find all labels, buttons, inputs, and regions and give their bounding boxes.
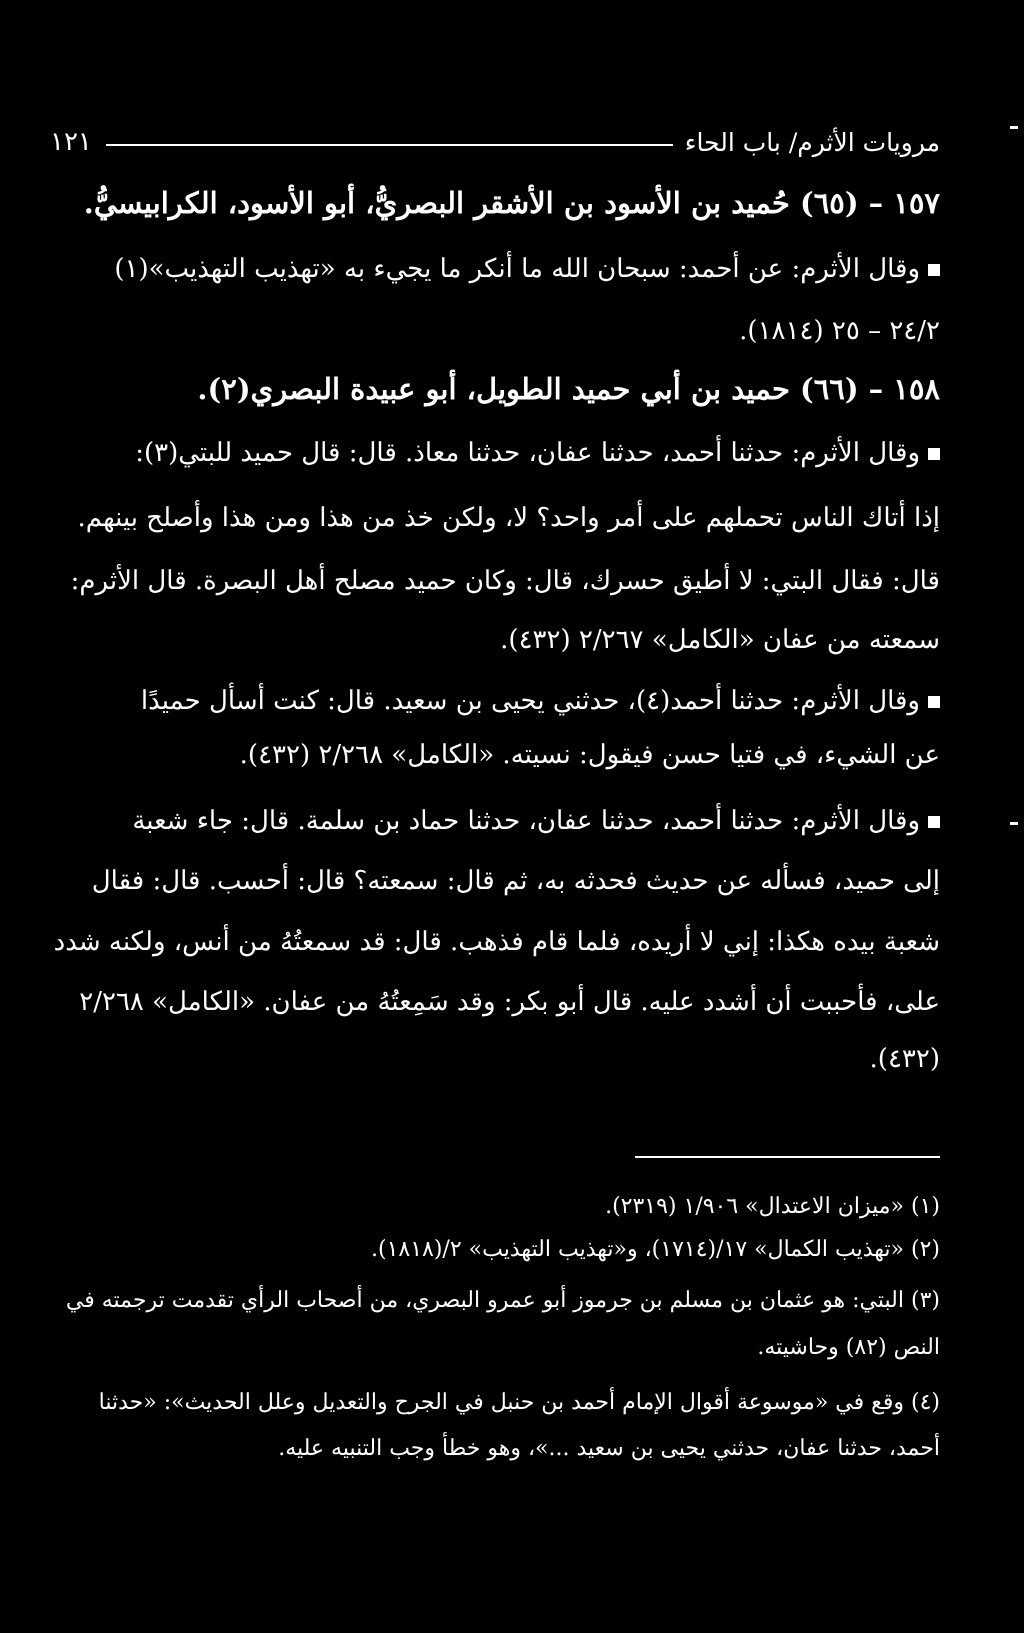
body-line: على، فأحببت أن أشدد عليه. قال أبو بكر: وقد سَمِعتُهُ من عفان. «الكامل» ٢/٢٦٨ (79, 987, 940, 1017)
footnote-rule (635, 1156, 940, 1158)
entry-heading-157: ١٥٧ – (٦٥) حُميد بن الأسود بن الأشقر البصريُّ، أبو الأسود، الكرابيسيُّ. (83, 186, 940, 220)
body-line-text: وقال الأثرم: عن أحمد: سبحان الله ما أنكر ما يجيء به «تهذيب التهذيب»(١) (114, 254, 920, 284)
body-line: إذا أتاك الناس تحملهم على أمر واحد؟ لا، ولكن خذ من هذا ومن هذا وأصلح بينهم. (77, 503, 940, 533)
body-line-bullet (50, 686, 940, 717)
running-title: مرويات الأثرم/ باب الحاء (684, 127, 940, 157)
body-line: سمعته من عفان «الكامل» ٢/٢٦٧ (٤٣٢). (500, 625, 940, 655)
body-line-bullet (50, 806, 940, 837)
edge-mark-mid (1010, 822, 1018, 825)
body-line-bullet (50, 438, 940, 469)
edge-mark-top (1010, 126, 1018, 129)
body-line: شعبة بيده هكذا: إني لا أريده، فلما قام فذهب. قال: قد سمعتُهُ من أنس، ولكنه شدد (53, 927, 940, 957)
bullet-square-icon (928, 264, 940, 276)
body-line-text: وقال الأثرم: حدثنا أحمد(٤)، حدثني يحيى بن سعيد. قال: كنت أسأل حميدًا (140, 686, 920, 716)
bullet-square-icon (928, 816, 940, 828)
body-line: ٢٤/٢ – ٢٥ (١٨١٤). (739, 316, 940, 346)
body-line: عن الشيء، في فتيا حسن فيقول: نسيته. «الكامل» ٢/٢٦٨ (٤٣٢). (239, 740, 940, 770)
body-line-bullet (50, 254, 940, 285)
footnote-3-cont: النص (٨٢) وحاشيته. (757, 1335, 940, 1360)
footnote-4: (٤) وقع في «موسوعة أقوال الإمام أحمد بن حنبل في الجرح والتعديل وعلل الحديث»: «حدثنا (98, 1390, 940, 1415)
footnote-1: (١) «ميزان الاعتدال» ١/٩٠٦ (٢٣١٩). (605, 1194, 940, 1219)
footnote-4-cont: أحمد، حدثنا عفان، حدثني يحيى بن سعيد ...»، وهو خطأ وجب التنبيه عليه. (278, 1436, 940, 1461)
footnote-2: (٢) «تهذيب الكمال» ١٧/(١٧١٤)، و«تهذيب التهذيب» ٢/(١٨١٨). (370, 1237, 940, 1262)
entry-heading-158: ١٥٨ – (٦٦) حميد بن أبي حميد الطويل، أبو عبيدة البصري(٢). (197, 372, 940, 406)
header-rule (106, 144, 673, 146)
body-line: (٤٣٢). (869, 1044, 940, 1074)
page-header (50, 120, 940, 164)
bullet-square-icon (928, 696, 940, 708)
bullet-square-icon (928, 448, 940, 460)
footnote-3: (٣) البتي: هو عثمان بن مسلم بن جرموز أبو عمرو البصري، من أصحاب الرأي تقدمت ترجمته في (65, 1288, 940, 1313)
body-line-text: وقال الأثرم: حدثنا أحمد، حدثنا عفان، حدثنا حماد بن سلمة. قال: جاء شعبة (132, 806, 920, 836)
body-line: قال: فقال البتي: لا أطيق حسرك، قال: وكان حميد مصلح أهل البصرة. قال الأثرم: (70, 566, 940, 596)
body-line: إلى حميد، فسأله عن حديث فحدثه به، ثم قال: سمعته؟ قال: أحسب. قال: فقال (91, 866, 940, 896)
body-line-text: وقال الأثرم: حدثنا أحمد، حدثنا عفان، حدثنا معاذ. قال: قال حميد للبتي(٣): (135, 438, 920, 468)
page-number: ١٢١ (50, 127, 92, 157)
book-page (50, 0, 940, 1633)
